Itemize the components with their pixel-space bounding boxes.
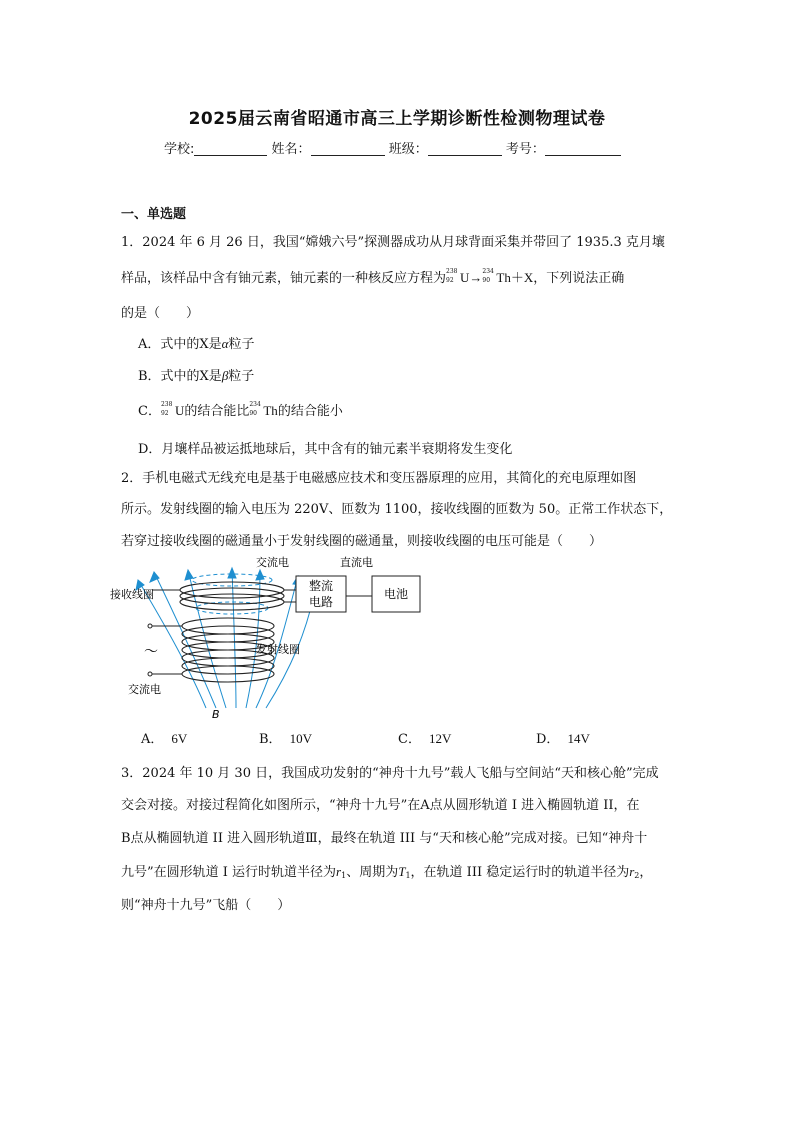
ac-source-symbol: ～ [144, 644, 158, 660]
reaction-arrow: → [469, 270, 483, 285]
ac-label: 交流电 [256, 556, 289, 569]
battery-label: 电池 [383, 587, 409, 601]
name-blank[interactable] [311, 142, 385, 156]
q1-line-2-text: 样品，该样品中含有铀元素，铀元素的一种核反应方程为 [121, 271, 447, 286]
q2-choice-b[interactable]: B． 10V [259, 731, 312, 747]
exam-number-label: 考号： [505, 142, 545, 157]
q3-line-3: B点从椭圆轨道 II 进入圆形轨道Ⅲ，最终在轨道 III 与“天和核心舱”完成对接。已知“神舟十 [121, 831, 648, 846]
q2-choice-d[interactable]: D． 14V [536, 731, 590, 747]
uranium-symbol: U [460, 270, 470, 285]
q3-line-2: 交会对接。对接过程简化如图所示，“神舟十九号”在A点从圆形轨道 I 进入椭圆轨道 II，在 [121, 798, 640, 813]
receive-coil-label: 接收线圈 [110, 588, 154, 601]
class-label: 班级： [388, 142, 428, 157]
exam-title: 2025届云南省昭通市高三上学期诊断性检测物理试卷 [188, 109, 606, 129]
q2-line-2: 所示。发射线圈的输入电压为 220V、匝数为 1100，接收线圈的匝数为 50。正常工作状态下， [121, 502, 673, 517]
uranium-isotope: 238 92 [446, 268, 458, 284]
wireless-charging-diagram [110, 550, 430, 722]
q2-line-3: 若穿过接收线圈的磁通量小于发射线圈的磁通量，则接收线圈的电压可能是（ ） [121, 534, 603, 549]
q1-line-3: 的是（ ） [121, 306, 200, 321]
q2-choice-a[interactable]: A． 6V [141, 731, 188, 747]
magnetic-field-lines [136, 568, 318, 708]
class-blank[interactable] [428, 142, 502, 156]
q1-line-2-end: ，下列说法正确 [533, 271, 625, 286]
ac-source-label: 交流电 [128, 683, 161, 696]
dc-label: 直流电 [340, 556, 373, 569]
plus-x: ＋X [510, 270, 534, 285]
q2-line-1: 2．手机电磁式无线充电是基于电磁感应技术和变压器原理的应用，其简化的充电原理如图 [121, 471, 637, 486]
q1-option-b[interactable]: B．式中的X是β粒子 [138, 368, 255, 384]
q1-option-c[interactable]: C． 238 92 U的结合能比 234 90 Th的结合能小 [138, 401, 343, 419]
q3-line-5: 则“神舟十九号”飞船（ ） [121, 898, 291, 913]
q1-line-2 [121, 267, 624, 286]
terminal-top [148, 624, 152, 628]
rectifier-label-2: 电路 [308, 595, 334, 609]
school-label: 学校: [164, 142, 195, 157]
section-title: 一、单选题 [121, 207, 187, 222]
q2-choice-c[interactable]: C． 12V [398, 731, 452, 747]
name-label: 姓名： [271, 142, 311, 157]
rectifier-label-1: 整流 [308, 579, 334, 593]
q1-option-a[interactable]: A．式中的X是α粒子 [138, 336, 255, 352]
transmit-coil-label: 发射线圈 [256, 643, 300, 656]
q3-line-1: 3．2024 年 10 月 30 日，我国成功发射的“神舟十九号”载人飞船与空间站“天和核心舱”完成 [121, 766, 659, 781]
exam-number-blank[interactable] [545, 142, 621, 156]
q3-line-4: 九号”在圆形轨道 I 运行时轨道半径为r1、周期为T1，在轨道 III 稳定运行时的轨道半径为r2， [121, 864, 653, 880]
thorium-symbol: Th [496, 270, 511, 285]
school-blank[interactable] [194, 142, 267, 156]
terminal-bottom [148, 672, 152, 676]
receive-coil [180, 582, 284, 610]
thorium-isotope: 234 90 [482, 268, 494, 284]
q1-line-1: 1．2024 年 6 月 26 日，我国“嫦娥六号”探测器成功从月球背面采集并带回了 1935.3 克月壤 [121, 235, 665, 250]
q1-option-d[interactable]: D．月壤样品被运抵地球后，其中含有的铀元素半衰期将发生变化 [138, 442, 513, 457]
field-b-label: B [212, 708, 220, 721]
student-info-line [164, 138, 621, 157]
